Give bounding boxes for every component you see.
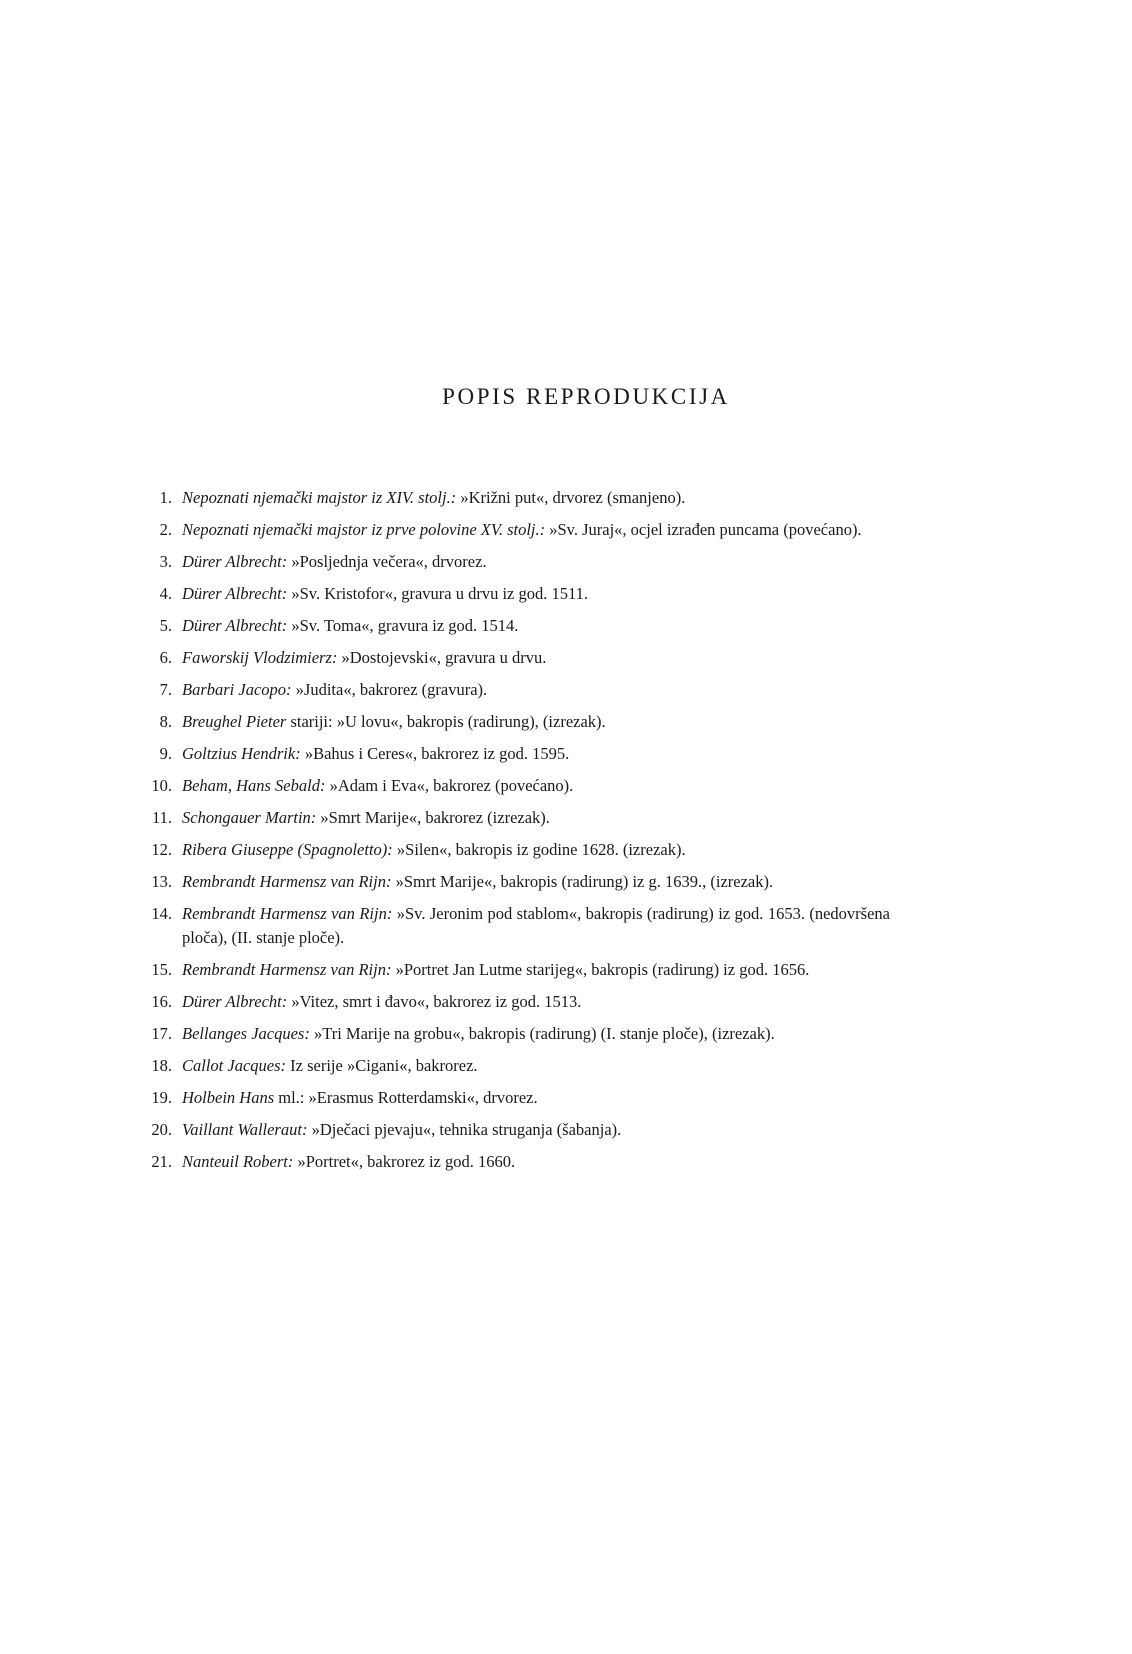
item-author: Breughel Pieter: [182, 712, 287, 731]
item-number: 20.: [151, 1120, 172, 1139]
item-author: Dürer Albrecht:: [182, 584, 288, 603]
item-author: Bellanges Jacques:: [182, 1024, 310, 1043]
item-author: Rembrandt Harmensz van Rijn:: [182, 904, 393, 923]
item-author: Holbein Hans: [182, 1088, 275, 1107]
list-item: [148, 614, 890, 638]
list-item: [148, 806, 890, 830]
list-item: [148, 1086, 890, 1110]
item-number: 2.: [159, 520, 172, 539]
item-author: Dürer Albrecht:: [182, 552, 288, 571]
list-item: [148, 958, 890, 982]
list-item: [148, 518, 890, 542]
item-number: 1.: [159, 488, 172, 507]
item-description: »Križni put«, drvorez (smanjeno).: [460, 488, 686, 507]
item-description: »Sv. Jeronim pod stablom«, bakropis (radirung) iz god. 1653. (nedovršena ploča), (II. stanje ploče).: [182, 904, 890, 947]
list-item: [148, 582, 890, 606]
item-number: 13.: [151, 872, 172, 891]
item-author: Rembrandt Harmensz van Rijn:: [182, 872, 392, 891]
list-item: [148, 902, 890, 950]
item-author: Vaillant Walleraut:: [182, 1120, 308, 1139]
item-number: 15.: [151, 960, 172, 979]
list-item: [148, 838, 890, 862]
list-item: [148, 710, 890, 734]
item-number: 4.: [159, 584, 172, 603]
item-description: »Dječaci pjevaju«, tehnika struganja (šabanja).: [311, 1120, 622, 1139]
item-description: »Silen«, bakropis iz godine 1628. (izrezak).: [396, 840, 686, 859]
item-number: 16.: [151, 992, 172, 1011]
item-description: »Sv. Juraj«, ocjel izrađen puncama (povećano).: [549, 520, 862, 539]
item-description: Iz serije »Cigani«, bakrorez.: [290, 1056, 478, 1075]
item-number: 11.: [151, 808, 172, 827]
item-number: 21.: [151, 1152, 172, 1171]
list-item: [148, 1022, 890, 1046]
list-item: [148, 1118, 890, 1142]
item-author: Goltzius Hendrik:: [182, 744, 301, 763]
item-description: »Tri Marije na grobu«, bakropis (radirung) (I. stanje ploče), (izrezak).: [313, 1024, 775, 1043]
list-item: [148, 486, 890, 510]
item-number: 10.: [151, 776, 172, 795]
item-author: Ribera Giuseppe (Spagnoletto):: [182, 840, 393, 859]
item-number: 6.: [159, 648, 172, 667]
list-item: [148, 870, 890, 894]
item-description: »Smrt Marije«, bakropis (radirung) iz g. 1639., (izrezak).: [395, 872, 774, 891]
item-number: 8.: [159, 712, 172, 731]
item-number: 7.: [159, 680, 172, 699]
item-number: 18.: [151, 1056, 172, 1075]
item-description: »Vitez, smrt i đavo«, bakrorez iz god. 1513.: [291, 992, 582, 1011]
item-number: 17.: [151, 1024, 172, 1043]
item-description: »Adam i Eva«, bakrorez (povećano).: [329, 776, 574, 795]
list-item: [148, 550, 890, 574]
item-description: »Smrt Marije«, bakrorez (izrezak).: [320, 808, 550, 827]
list-item: [148, 1054, 890, 1078]
item-number: 3.: [159, 552, 172, 571]
item-author: Dürer Albrecht:: [182, 616, 288, 635]
list-item: [148, 1150, 890, 1174]
item-author: Barbari Jacopo:: [182, 680, 292, 699]
item-number: 12.: [151, 840, 172, 859]
item-description: »Bahus i Ceres«, bakrorez iz god. 1595.: [304, 744, 570, 763]
item-author: Schongauer Martin:: [182, 808, 317, 827]
item-description: »Sv. Toma«, gravura iz god. 1514.: [291, 616, 519, 635]
list-item: [148, 990, 890, 1014]
item-author: Faworskij Vlodzimierz:: [182, 648, 338, 667]
item-description: »Posljednja večera«, drvorez.: [291, 552, 487, 571]
item-author: Nepoznati njemački majstor iz XIV. stolj.:: [182, 488, 457, 507]
item-description: »Dostojevski«, gravura u drvu.: [341, 648, 547, 667]
reproduction-list: [148, 486, 890, 1182]
item-number: 5.: [159, 616, 172, 635]
item-number: 14.: [151, 904, 172, 923]
list-item: [148, 742, 890, 766]
item-author: Nepoznati njemački majstor iz prve polovine XV. stolj.:: [182, 520, 546, 539]
item-author: Callot Jacques:: [182, 1056, 287, 1075]
item-description: stariji: »U lovu«, bakropis (radirung), (izrezak).: [290, 712, 606, 731]
item-description: ml.: »Erasmus Rotterdamski«, drvorez.: [278, 1088, 538, 1107]
item-description: »Judita«, bakrorez (gravura).: [295, 680, 488, 699]
item-author: Dürer Albrecht:: [182, 992, 288, 1011]
item-description: »Portret«, bakrorez iz god. 1660.: [297, 1152, 516, 1171]
page-title: POPIS REPRODUKCIJA: [442, 384, 730, 409]
item-description: »Portret Jan Lutme starijeg«, bakropis (radirung) iz god. 1656.: [395, 960, 810, 979]
list-item: [148, 774, 890, 798]
list-item: [148, 678, 890, 702]
item-description: »Sv. Kristofor«, gravura u drvu iz god. 1511.: [291, 584, 589, 603]
list-item: [148, 646, 890, 670]
item-author: Beham, Hans Sebald:: [182, 776, 326, 795]
item-number: 9.: [159, 744, 172, 763]
item-author: Nanteuil Robert:: [182, 1152, 294, 1171]
item-number: 19.: [151, 1088, 172, 1107]
item-author: Rembrandt Harmensz van Rijn:: [182, 960, 392, 979]
